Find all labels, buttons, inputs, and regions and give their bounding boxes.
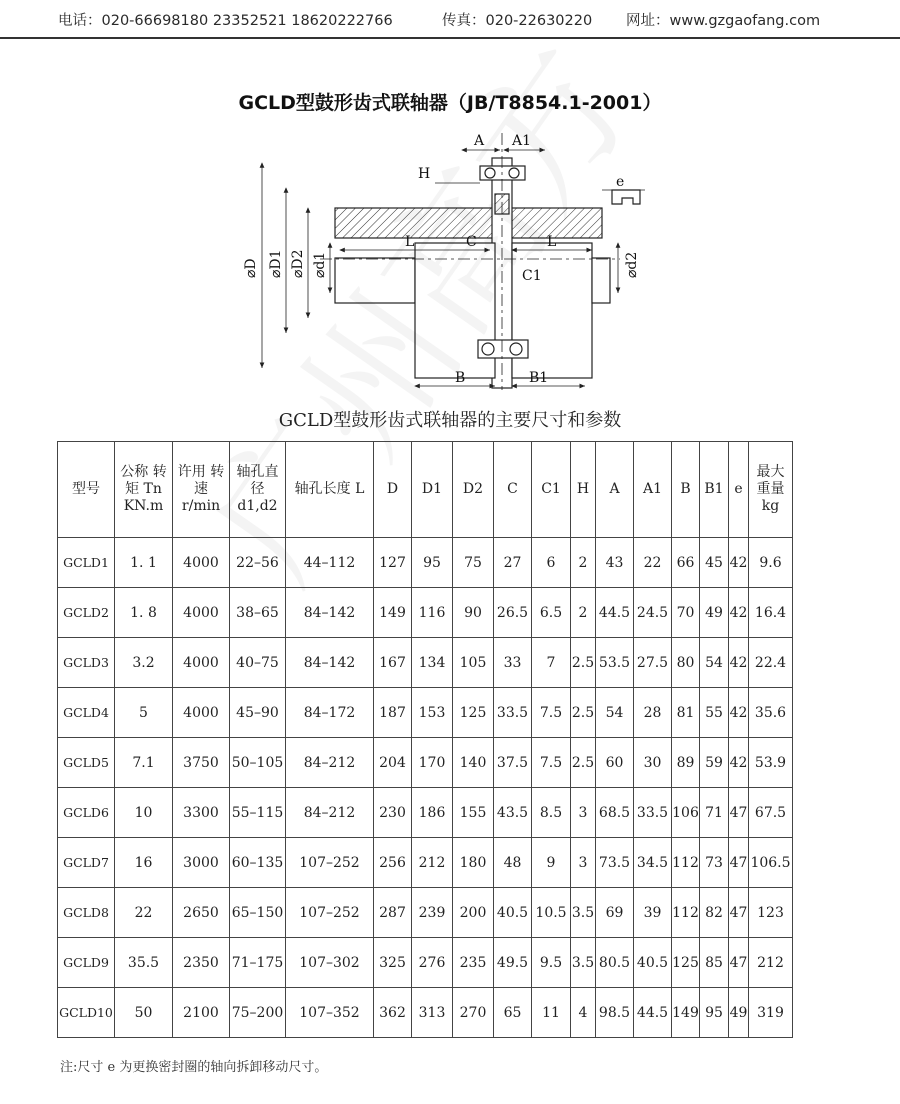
table-cell: GCLD2: [58, 588, 115, 638]
label-A1: A1: [512, 133, 532, 149]
label-d2: ⌀d2: [624, 251, 640, 278]
table-cell: 2: [571, 538, 596, 588]
spec-table: [57, 441, 793, 1038]
column-header: 许用 转速 r/min: [173, 442, 230, 538]
table-cell: 10.5: [532, 888, 571, 938]
table-cell: 22–56: [230, 538, 286, 588]
table-cell: 71: [700, 788, 729, 838]
table-cell: 4000: [173, 638, 230, 688]
table-cell: 98.5: [596, 988, 634, 1038]
table-cell: 204: [374, 738, 412, 788]
table-cell: 42: [729, 738, 749, 788]
table-cell: 7.5: [532, 688, 571, 738]
table-cell: 16.4: [749, 588, 793, 638]
table-header-row: [58, 442, 793, 538]
table-cell: 59: [700, 738, 729, 788]
table-cell: 49: [729, 988, 749, 1038]
table-cell: 35.6: [749, 688, 793, 738]
table-row: [58, 688, 793, 738]
table-cell: 54: [596, 688, 634, 738]
table-cell: 239: [412, 888, 453, 938]
table-cell: 38–65: [230, 588, 286, 638]
column-header: 轴孔直 径 d1,d2: [230, 442, 286, 538]
table-cell: 235: [453, 938, 494, 988]
column-header: C1: [532, 442, 571, 538]
table-cell: 3.2: [115, 638, 173, 688]
table-cell: 149: [374, 588, 412, 638]
table-cell: 69: [596, 888, 634, 938]
label-A: A: [474, 133, 485, 149]
table-cell: 319: [749, 988, 793, 1038]
table-cell: 123: [749, 888, 793, 938]
column-header: A: [596, 442, 634, 538]
table-cell: 45–90: [230, 688, 286, 738]
table-row: [58, 938, 793, 988]
table-cell: 27.5: [634, 638, 672, 688]
table-cell: 70: [672, 588, 700, 638]
table-cell: 60–135: [230, 838, 286, 888]
table-row: [58, 838, 793, 888]
table-cell: 7.5: [532, 738, 571, 788]
phone-numbers: 电话：020-66698180 23352521 18620222766: [58, 13, 393, 29]
table-cell: 73: [700, 838, 729, 888]
table-cell: 106.5: [749, 838, 793, 888]
table-cell: 27: [494, 538, 532, 588]
table-cell: 42: [729, 688, 749, 738]
column-header: D2: [453, 442, 494, 538]
table-cell: 82: [700, 888, 729, 938]
label-B1: B1: [529, 370, 549, 386]
table-cell: 186: [412, 788, 453, 838]
table-cell: 84–212: [286, 738, 374, 788]
table-cell: 155: [453, 788, 494, 838]
table-body: [58, 538, 793, 1038]
table-cell: 149: [672, 988, 700, 1038]
column-header: 型号: [58, 442, 115, 538]
table-cell: 37.5: [494, 738, 532, 788]
label-D1: ⌀D1: [268, 249, 284, 278]
table-cell: 80: [672, 638, 700, 688]
table-cell: 212: [749, 938, 793, 988]
table-cell: 256: [374, 838, 412, 888]
table-cell: 7.1: [115, 738, 173, 788]
table-cell: 55–115: [230, 788, 286, 838]
table-cell: 2.5: [571, 638, 596, 688]
table-cell: 6.5: [532, 588, 571, 638]
table-cell: 47: [729, 888, 749, 938]
table-row: [58, 888, 793, 938]
label-C1: C1: [522, 268, 542, 284]
table-cell: 45: [700, 538, 729, 588]
page-title: GCLD型鼓形齿式联轴器（JB/T8854.1-2001）: [238, 92, 662, 114]
table-title: GCLD型鼓形齿式联轴器的主要尺寸和参数: [278, 410, 622, 431]
table-cell: 26.5: [494, 588, 532, 638]
table-cell: 30: [634, 738, 672, 788]
table-row: [58, 738, 793, 788]
table-cell: 43.5: [494, 788, 532, 838]
table-cell: 107–252: [286, 838, 374, 888]
table-cell: 34.5: [634, 838, 672, 888]
column-header: D1: [412, 442, 453, 538]
table-cell: 33.5: [634, 788, 672, 838]
table-cell: 95: [412, 538, 453, 588]
table-cell: 67.5: [749, 788, 793, 838]
table-cell: 48: [494, 838, 532, 888]
table-cell: 47: [729, 938, 749, 988]
right-shaft: [592, 258, 610, 303]
table-cell: 11: [532, 988, 571, 1038]
table-cell: GCLD6: [58, 788, 115, 838]
table-cell: 81: [672, 688, 700, 738]
table-cell: 16: [115, 838, 173, 888]
table-cell: 276: [412, 938, 453, 988]
table-cell: 2: [571, 588, 596, 638]
table-cell: 75: [453, 538, 494, 588]
table-cell: 28: [634, 688, 672, 738]
table-cell: 3: [571, 838, 596, 888]
label-L-left: L: [405, 234, 415, 250]
table-cell: 362: [374, 988, 412, 1038]
label-H: H: [418, 166, 431, 182]
table-cell: GCLD4: [58, 688, 115, 738]
table-cell: 47: [729, 788, 749, 838]
table-cell: 47: [729, 838, 749, 888]
column-header: C: [494, 442, 532, 538]
table-cell: GCLD10: [58, 988, 115, 1038]
table-row: [58, 538, 793, 588]
table-cell: 95: [700, 988, 729, 1038]
table-cell: 127: [374, 538, 412, 588]
table-cell: 42: [729, 588, 749, 638]
table-cell: GCLD7: [58, 838, 115, 888]
table-cell: 75–200: [230, 988, 286, 1038]
table-cell: 2650: [173, 888, 230, 938]
table-cell: 73.5: [596, 838, 634, 888]
table-cell: GCLD5: [58, 738, 115, 788]
table-cell: 2.5: [571, 688, 596, 738]
table-cell: 40–75: [230, 638, 286, 688]
table-cell: 49: [700, 588, 729, 638]
label-D2: ⌀D2: [290, 249, 306, 278]
table-cell: 4000: [173, 538, 230, 588]
table-cell: 84–212: [286, 788, 374, 838]
table-cell: 22.4: [749, 638, 793, 688]
table-cell: 106: [672, 788, 700, 838]
table-cell: 53.9: [749, 738, 793, 788]
table-cell: 33.5: [494, 688, 532, 738]
table-cell: 39: [634, 888, 672, 938]
website-url: 网址：www.gzgaofang.com: [626, 13, 821, 29]
table-cell: 1. 1: [115, 538, 173, 588]
table-cell: 287: [374, 888, 412, 938]
column-header: 轴孔长度 L: [286, 442, 374, 538]
table-cell: 50–105: [230, 738, 286, 788]
table-cell: 9: [532, 838, 571, 888]
table-cell: 9.5: [532, 938, 571, 988]
table-cell: 44.5: [634, 988, 672, 1038]
table-cell: 105: [453, 638, 494, 688]
table-cell: 8.5: [532, 788, 571, 838]
table-cell: 140: [453, 738, 494, 788]
table-cell: 42: [729, 638, 749, 688]
table-cell: 313: [412, 988, 453, 1038]
table-cell: 54: [700, 638, 729, 688]
table-cell: 2.5: [571, 738, 596, 788]
table-cell: 200: [453, 888, 494, 938]
left-shaft: [335, 258, 415, 303]
table-cell: 42: [729, 538, 749, 588]
table-cell: 4000: [173, 588, 230, 638]
fax-number: 传真：020-22630220: [442, 13, 593, 29]
table-cell: 43: [596, 538, 634, 588]
table-cell: 44–112: [286, 538, 374, 588]
table-cell: 44.5: [596, 588, 634, 638]
table-cell: 107–302: [286, 938, 374, 988]
table-cell: 65–150: [230, 888, 286, 938]
table-cell: 2100: [173, 988, 230, 1038]
table-cell: 212: [412, 838, 453, 888]
table-cell: 55: [700, 688, 729, 738]
table-row: [58, 588, 793, 638]
table-row: [58, 988, 793, 1038]
table-cell: GCLD9: [58, 938, 115, 988]
table-cell: 125: [453, 688, 494, 738]
column-header: H: [571, 442, 596, 538]
column-header: e: [729, 442, 749, 538]
table-cell: 134: [412, 638, 453, 688]
column-header: D: [374, 442, 412, 538]
table-cell: 230: [374, 788, 412, 838]
label-D: ⌀D: [243, 258, 259, 278]
column-header: 公称 转矩 Tn KN.m: [115, 442, 173, 538]
table-cell: 270: [453, 988, 494, 1038]
top-bolt: [480, 166, 525, 180]
table-cell: 3.5: [571, 938, 596, 988]
table-cell: 6: [532, 538, 571, 588]
table-cell: 116: [412, 588, 453, 638]
label-B: B: [455, 370, 466, 386]
coupling-drawing: [240, 128, 660, 393]
table-cell: 68.5: [596, 788, 634, 838]
table-cell: 50: [115, 988, 173, 1038]
column-header: A1: [634, 442, 672, 538]
table-cell: 125: [672, 938, 700, 988]
table-row: [58, 788, 793, 838]
table-cell: 60: [596, 738, 634, 788]
footnote: 注:尺寸 e 为更换密封圈的轴向拆卸移动尺寸。: [60, 1060, 328, 1075]
table-cell: 84–142: [286, 588, 374, 638]
label-d1: ⌀d1: [312, 251, 328, 278]
table-cell: 80.5: [596, 938, 634, 988]
table-cell: 84–142: [286, 638, 374, 688]
table-cell: 49.5: [494, 938, 532, 988]
table-cell: GCLD1: [58, 538, 115, 588]
table-cell: 84–172: [286, 688, 374, 738]
table-cell: GCLD8: [58, 888, 115, 938]
table-cell: 5: [115, 688, 173, 738]
table-cell: 3.5: [571, 888, 596, 938]
table-cell: 7: [532, 638, 571, 688]
header-divider: [0, 37, 900, 39]
header-bar: [0, 0, 900, 36]
table-cell: 187: [374, 688, 412, 738]
table-cell: 4: [571, 988, 596, 1038]
table-cell: 66: [672, 538, 700, 588]
table-cell: 153: [412, 688, 453, 738]
table-cell: 10: [115, 788, 173, 838]
column-header: B: [672, 442, 700, 538]
label-C: C: [466, 234, 477, 250]
table-cell: 1. 8: [115, 588, 173, 638]
table-cell: 180: [453, 838, 494, 888]
table-cell: 90: [453, 588, 494, 638]
table-cell: 89: [672, 738, 700, 788]
table-cell: 65: [494, 988, 532, 1038]
table-cell: 24.5: [634, 588, 672, 638]
column-header: 最大 重量 kg: [749, 442, 793, 538]
table-cell: 40.5: [494, 888, 532, 938]
label-e: e: [616, 174, 625, 190]
bottom-bolt: [478, 340, 528, 358]
table-cell: 40.5: [634, 938, 672, 988]
table-cell: 71–175: [230, 938, 286, 988]
table-cell: 112: [672, 838, 700, 888]
table-cell: 325: [374, 938, 412, 988]
table-cell: 107–352: [286, 988, 374, 1038]
table-cell: 2350: [173, 938, 230, 988]
table-cell: 3300: [173, 788, 230, 838]
table-cell: 107–252: [286, 888, 374, 938]
table-cell: 3750: [173, 738, 230, 788]
table-cell: 33: [494, 638, 532, 688]
label-L-right: L: [547, 234, 557, 250]
table-cell: 22: [634, 538, 672, 588]
table-cell: 35.5: [115, 938, 173, 988]
table-cell: 3000: [173, 838, 230, 888]
table-cell: 112: [672, 888, 700, 938]
table-cell: 22: [115, 888, 173, 938]
table-cell: 167: [374, 638, 412, 688]
table-cell: 85: [700, 938, 729, 988]
table-cell: 170: [412, 738, 453, 788]
table-cell: GCLD3: [58, 638, 115, 688]
table-cell: 4000: [173, 688, 230, 738]
column-header: B1: [700, 442, 729, 538]
table-cell: 53.5: [596, 638, 634, 688]
table-row: [58, 638, 793, 688]
table-cell: 3: [571, 788, 596, 838]
table-cell: 9.6: [749, 538, 793, 588]
